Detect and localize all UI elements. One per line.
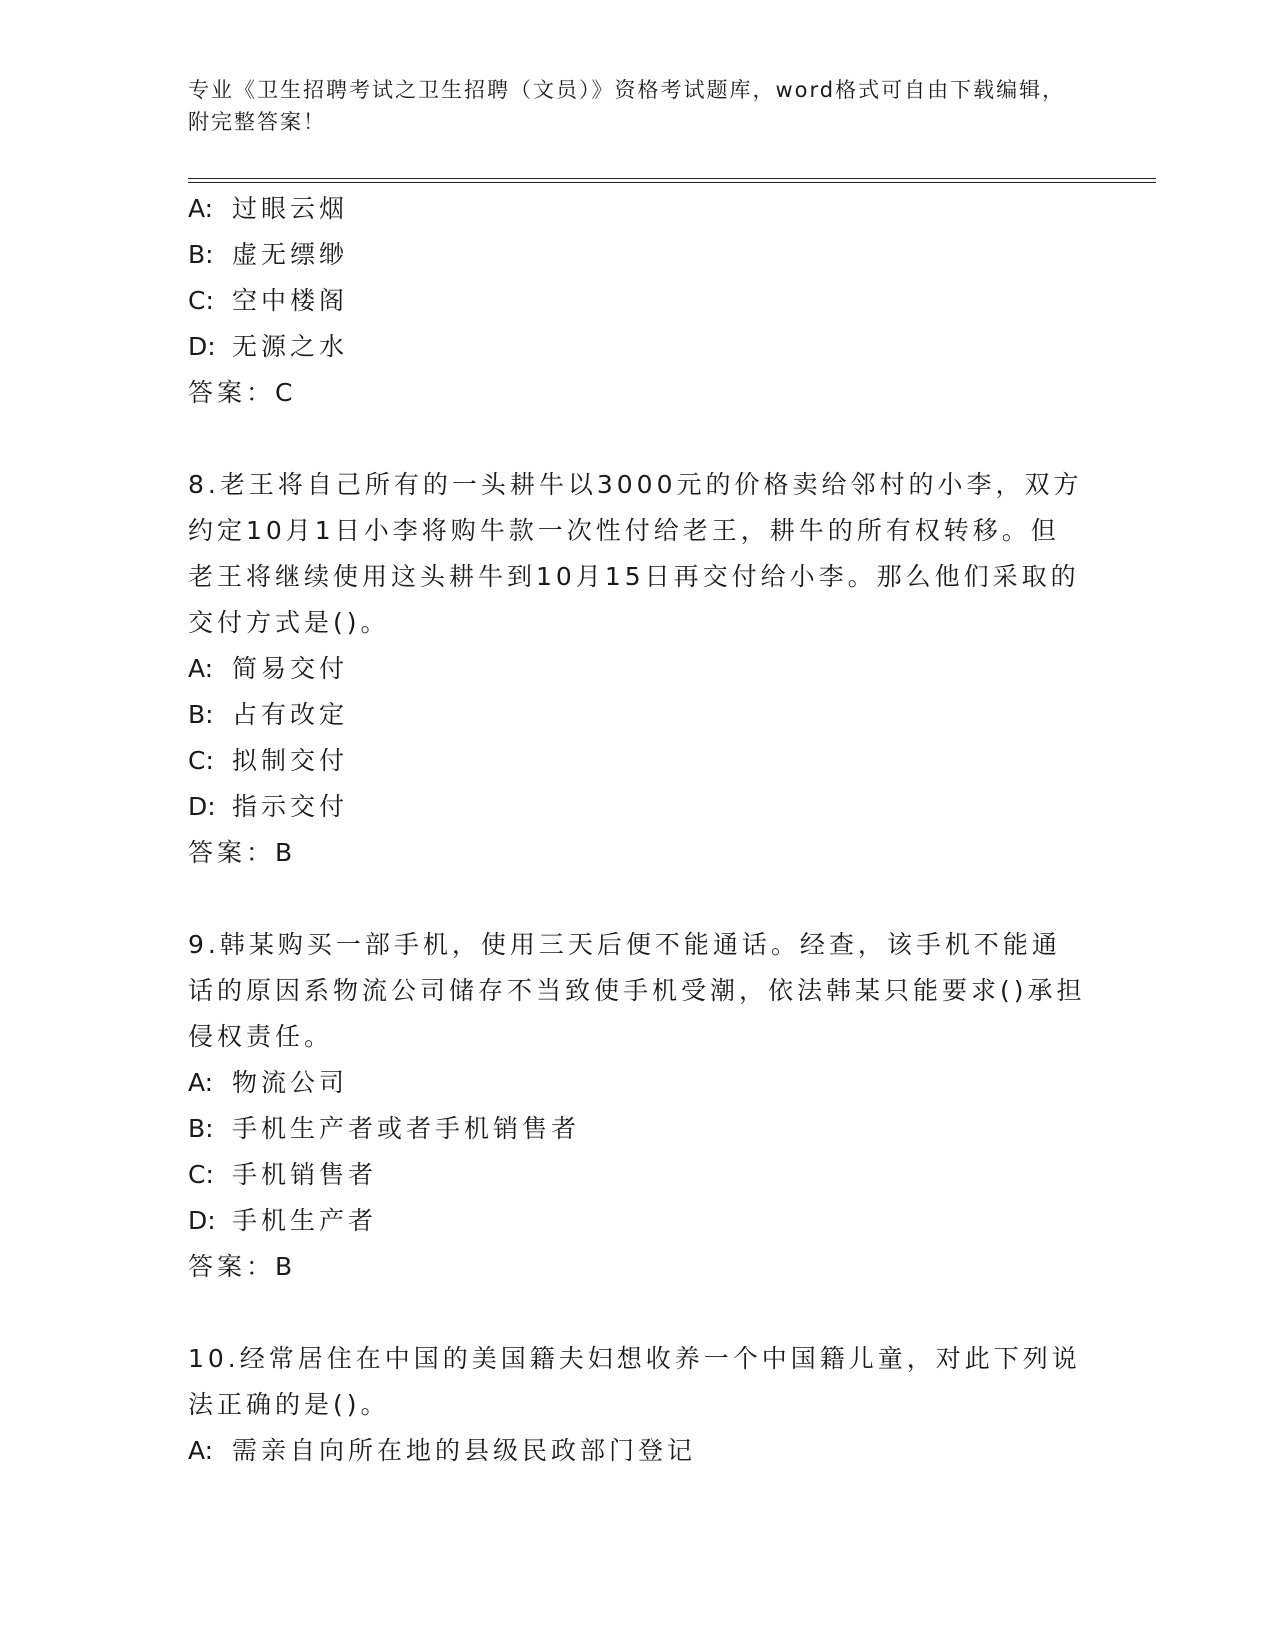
page-header bbox=[188, 74, 1068, 138]
question-10 bbox=[188, 1336, 1088, 1474]
option-letter: A: bbox=[188, 654, 214, 683]
answer-line: 答案：C bbox=[188, 378, 297, 407]
question-text: 10.经常居住在中国的美国籍夫妇想收养一个中国籍儿童，对此下列说法正确的是()。 bbox=[188, 1344, 1081, 1419]
option-letter: A: bbox=[188, 1068, 214, 1097]
question-text: 9.韩某购买一部手机，使用三天后便不能通话。经查，该手机不能通话的原因系物流公司储存不当致使手机受潮，依法韩某只能要求()承担侵权责任。 bbox=[188, 930, 1086, 1051]
question-text: 8.老王将自己所有的一头耕牛以3000元的价格卖给邻村的小李，双方约定10月1日小李将购牛款一次性付给老王，耕牛的所有权转移。但老王将继续使用这头耕牛到10月15日再交付给小李。那么他们采取的交付方式是()。 bbox=[188, 470, 1083, 637]
option-text: 无源之水 bbox=[232, 332, 349, 361]
option-text: 简易交付 bbox=[232, 654, 349, 683]
answer-line: 答案：B bbox=[188, 1252, 297, 1281]
option-b bbox=[188, 1106, 1088, 1152]
question-8 bbox=[188, 462, 1088, 876]
option-text: 拟制交付 bbox=[232, 746, 349, 775]
option-text: 手机销售者 bbox=[232, 1160, 378, 1189]
header-divider bbox=[188, 178, 1156, 183]
option-text: 手机生产者 bbox=[232, 1206, 378, 1235]
option-text: 指示交付 bbox=[232, 792, 349, 821]
option-letter: C: bbox=[188, 286, 214, 315]
option-letter: B: bbox=[188, 1114, 214, 1143]
option-c bbox=[188, 738, 1088, 784]
option-c bbox=[188, 1152, 1088, 1198]
question-9 bbox=[188, 922, 1088, 1290]
option-b bbox=[188, 692, 1088, 738]
option-letter: B: bbox=[188, 240, 214, 269]
option-d bbox=[188, 784, 1088, 830]
option-d bbox=[188, 324, 1088, 370]
option-text: 空中楼阁 bbox=[232, 286, 349, 315]
option-letter: A: bbox=[188, 1436, 214, 1465]
option-text: 需亲自向所在地的县级民政部门登记 bbox=[232, 1436, 697, 1465]
option-b bbox=[188, 232, 1088, 278]
option-c bbox=[188, 278, 1088, 324]
option-letter: D: bbox=[188, 332, 216, 361]
question-list bbox=[188, 186, 1088, 1474]
option-letter: A: bbox=[188, 194, 214, 223]
option-text: 手机生产者或者手机销售者 bbox=[232, 1114, 581, 1143]
option-letter: C: bbox=[188, 1160, 214, 1189]
header-title: 专业《卫生招聘考试之卫生招聘（文员）》资格考试题库，word格式可自由下载编辑，附完整答案！ bbox=[188, 78, 1066, 134]
option-text: 过眼云烟 bbox=[232, 194, 349, 223]
option-a bbox=[188, 1428, 1088, 1474]
option-letter: D: bbox=[188, 792, 216, 821]
option-text: 占有改定 bbox=[232, 700, 349, 729]
option-d bbox=[188, 1198, 1088, 1244]
option-text: 物流公司 bbox=[232, 1068, 349, 1097]
option-a bbox=[188, 1060, 1088, 1106]
option-text: 虚无缥缈 bbox=[232, 240, 349, 269]
answer-line: 答案：B bbox=[188, 838, 297, 867]
option-letter: C: bbox=[188, 746, 214, 775]
option-letter: B: bbox=[188, 700, 214, 729]
option-a bbox=[188, 186, 1088, 232]
option-letter: D: bbox=[188, 1206, 216, 1235]
question-7-tail bbox=[188, 186, 1088, 416]
option-a bbox=[188, 646, 1088, 692]
